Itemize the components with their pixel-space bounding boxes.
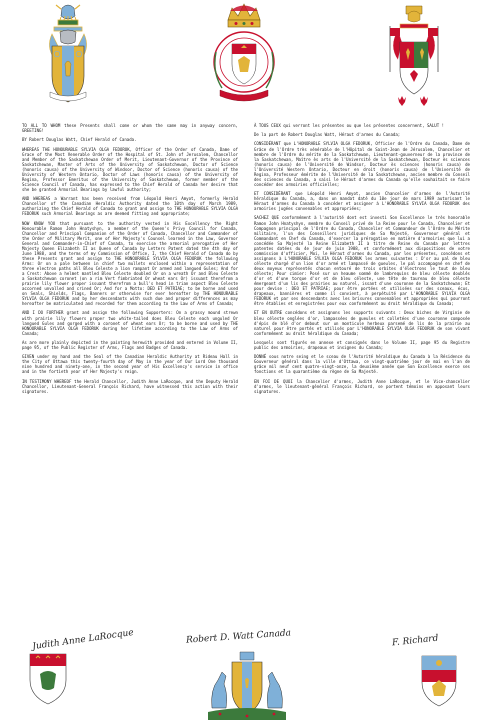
- heraldic-authority-emblem: [208, 2, 280, 114]
- signature-chief-herald: Robert D. Watt Canada: [185, 628, 292, 646]
- english-text-column: [22, 123, 238, 398]
- register-paragraph-fr: Lesquels sont figurés en annexe et consignés dans le Volume II, page 95 du Registre public des armoiries, drapeaux et insignes du Canada;: [254, 339, 470, 350]
- personal-arms-emblem: [44, 2, 92, 104]
- whereas-paragraph: WHEREAS THE HONOURABLE SYLVIA OLGA FEDORUK, Officer of the Order of Canada, Dame of Grace of the Most Venerable Order of the Hospital of St. John of Jerusalem, Chancellor and Member of the Saskatchewan Order of Merit, Lieutenant-Governor of the Province of Saskatchewan, Master of Arts of the University of Saskatchewan, Doctor of Science (honoris causa) of the University of Windsor, Doctor of Science (honoris causa) of the University of Western Ontario, Doctor of Laws (honoris causa) of the University of Regina, Professor Emeritus of the University of Saskatchewan, former member of the Science Council of Canada, has expressed to the Chief Herald of Canada her desire that she be granted Armorial Bearings by lawful authority;: [22, 146, 238, 192]
- warrant-paragraph-fr: ET CONSIDÉRANT que Léopold Henri Amyot, ancien Chancelier d'armes de l'Autorité héraldique du Canada, a, dans un mandat daté du 10e jour de mars 1989 autorisant le Héraut d'armes du Canada à concéder et assigner à L'HONORABLE SYLVIA OLGA FEDORUK des armoiries jugées convenables et appropriées;: [254, 191, 470, 212]
- supporters-paragraph: AND I DO FURTHER grant and assign the following Supporters: On a grassy mound strewn with prairie lily flowers proper two white-tailed does Bleu Celeste each unguled Or langued Gules and gorged with a coronet of wheat ears Or; to be borne and used by THE HONOURABLE SYLVIA OLGA FEDORUK during her lifetime according to the Law of Arms of Canada;: [22, 310, 238, 336]
- whereas-paragraph-fr: CONSIDÉRANT que L'HONORABLE SYLVIA OLGA FEDORUK, Officier de l'Ordre du Canada, Dame de Grâce de l'Ordre très vénérable de l'Hôpital de Saint-Jean de Jérusalem, Chancelier et membre de l'Ordre du mérite de la Saskatchewan, Lieutenant-gouverneur de la province de la Saskatchewan, Maître ès arts de l'Université de la Saskatchewan, Docteur ès sciences (honoris causa) de l'Université de Windsor, Docteur ès sciences (honoris causa) de l'Université Western Ontario, Docteur en droit (honoris causa) de l'Université de Regina, Professeur émérite de l'Université de la Saskatchewan, ancien membre du Conseil des sciences du Canada, a saisi le Héraut d'armes du Canada qu'elle souhaitait se faire concéder des armoiries officielles;: [254, 141, 470, 187]
- grant-of-arms-paragraph-fr: SACHEZ QUE conformément à l'autorité dont est investi Son Excellence le très honorable Ramon John Hnatyshyn, membre du Conseil privé de la Reine pour le Canada, Chancelier et Compagnon principal de l'Ordre du Canada, Chancelier et Commandeur de l'Ordre du Mérite militaire, l'un des Conseillers juridiques de Sa Majesté, Gouverneur général et Commandant en Chef du Canada, d'exercer la prérogative en matière d'armoiries que lui a concédée Sa Majesté la Reine Elizabeth II à titre de Reine du Canada par lettres patentes datées du 4e jour de juin 1988, et conformément aux dispositions de votre commission d'officier, Moi, le Héraut d'armes du Canada, par les présentes, concédons et assignons à L'HONORABLE SYLVIA OLGA FEDORUK les armes suivantes : D'or au pal de bleu céleste chargé d'un lion d'or armé et lampassé de gueules, le pal accompagné en chef de deux moyeux représentés chacun entouré de trois orbites d'électrons le tout de bleu céleste; Pour cimier: Posé sur un heaume sommé de lambrequins de bleu céleste doublés d'or et d'une torque d'or et de bleu céleste, une tête de taureau de bleu céleste émergeant d'un lis des prairies au naturel, issant d'une couronne de la Saskatchewan; Et pour devise : DEO ET PATRIAE; pour être portées et utilisées sur des sceaux, écus, drapeaux, bannières et comme il convient, à perpétuité par L'HONORABLE SYLVIA OLGA FEDORUK et par ses descendants avec les brisures convenables et appropriées qui pourront être établies et enregistrées pour eux conformément au droit héraldique du Canada;: [254, 215, 470, 307]
- given-paragraph: GIVEN under my hand and the Seal of the Canadian Heraldic Authority at Rideau Hall in the City of Ottawa this twenty-fourth day of May in the year of Our Lord One thousand nine hundred and ninety-one, in the second year of His Excellency's service in office and in the fortieth year of Her Majesty's reign.: [22, 354, 238, 375]
- herald-paragraph: BY Robert Douglas Watt, Chief Herald of Canada.: [22, 137, 137, 143]
- address-paragraph: TO ALL TO WHOM these Presents shall come or whom the same may in anyway concern, GREETING!: [22, 123, 238, 134]
- testimony-paragraph-fr: EN FOI DE QUOI la Chancelier d'armes, Judith Anne LaRocque, et le Vice-chancelier d'armes, le lieutenant-général François Richard, se portent témoins en apposant leurs signatures.: [254, 378, 470, 394]
- french-text-column: [254, 123, 470, 398]
- deputy-herald-chancellor-shield-icon: [418, 652, 460, 708]
- address-paragraph-fr: À TOUS CEUX qui verront les présentes ou que les présentes concernent, SALUT !: [254, 123, 445, 128]
- testimony-paragraph: IN TESTIMONY WHEREOF the Herald Chancellor, Judith Anne LaRocque, and the Deputy Herald Chancellor, Lieutenant-General François Richard, have witnessed this action with their signatures.: [22, 378, 238, 394]
- grant-of-arms-paragraph: NOW KNOW YOU that pursuant to the authority vested in His Excellency the Right Honourable Ramon John Hnatyshyn, a member of the Queen's Privy Council for Canada, Chancellor and Principal Companion of the Order of Canada, Chancellor and Commander of the Order of Military Merit, one of Her Majesty's Counsel learned in the Law, Governor General and Commander-in-Chief of Canada, to exercise the armorial prerogative of Her Majesty Queen Elizabeth II as Queen of Canada by Letters Patent dated the 4th day of June 1988, and the terms of my Commission of Office, I, the Chief Herald of Canada do by these Presents grant and assign to THE HONOURABLE SYLVIA OLGA FEDORUK the following Arms: Or on a pale between in chief two mullets enclosed within a representation of three electron paths all Bleu Celeste a lion rampant Or armed and langued Gules; And for a Crest: Above a helmet mantled Bleu Celeste doubled Or on a wreath Or and Bleu Celeste a Saskatchewan coronet (on a rim Vert fimbriated Or wheat ears Or) issuant therefrom a prairie lily flower proper issuant therefrom a bull's head in trian aspect Bleu Celeste accorned unvalled and crined Or; And for a Motto: DED ET PATRIAE; to be borne and used on Seals, Shields, Flags, Banners or otherwise for ever hereafter by THE HONOURABLE SYLVIA OLGA FEDORUK and by her descendants with such due and proper differences as may hereafter be matriculated and recorded for them according to the Law of Arms of Canada;: [22, 220, 238, 307]
- herald-chancellor-shield-icon: [26, 650, 70, 706]
- royal-arms-of-canada-emblem: [384, 2, 444, 112]
- signature-deputy-herald-chancellor: F. Richard: [391, 633, 439, 649]
- register-paragraph: As are more plainly depicted in the painting herewith provided and entered in Volume II, page 95, of the Public Register of Arms, Flags and Badges of Canada.: [22, 339, 238, 350]
- warrant-paragraph: AND WHEREAS a Warrant has been received from Léopold Henri Amyot, formerly Herald Chancellor of the Canadian Heraldic Authority dated the 10th day of March 1989, authorizing the Chief Herald of Canada to grant and assign to THE HONOURABLE SYLVIA OLGA FEDORUK such Armorial Bearings as are deemed fitting and appropriate;: [22, 196, 238, 217]
- given-paragraph-fr: DONNÉ sous notre seing et le sceau de l'Autorité héraldique du Canada à la Résidence du Gouverneur général dans la ville d'Ottawa, ce vingt-quatrième jour de mai en l'an de grâce mil neuf cent quatre-vingt-onze, la deuxième année que Son Excellence exerce ses fonctions et la quarantième du règne de Sa Majesté.: [254, 354, 470, 375]
- herald-paragraph-fr: De la part de Robert Douglas Watt, Héraut d'armes du Canada;: [254, 132, 401, 138]
- supporters-paragraph-fr: ET EN OUTRE concédons et assignons les supports suivants : Deux biches de Virginie de bleu céleste onglées d'or, lampassées de gueules et colletées d'une couronne composée d'épis de blé d'or debout sur un monticule herbeux parsemé de lis de la prairie au naturel pour être portés et utilisés par L'HONORABLE SYLVIA OLGA FEDORUK de son vivant conformément au droit héraldique du Canada;: [254, 310, 470, 336]
- signature-herald-chancellor: Judith Anne LaRocque: [31, 627, 135, 653]
- supporters-arms-icon: [206, 650, 288, 720]
